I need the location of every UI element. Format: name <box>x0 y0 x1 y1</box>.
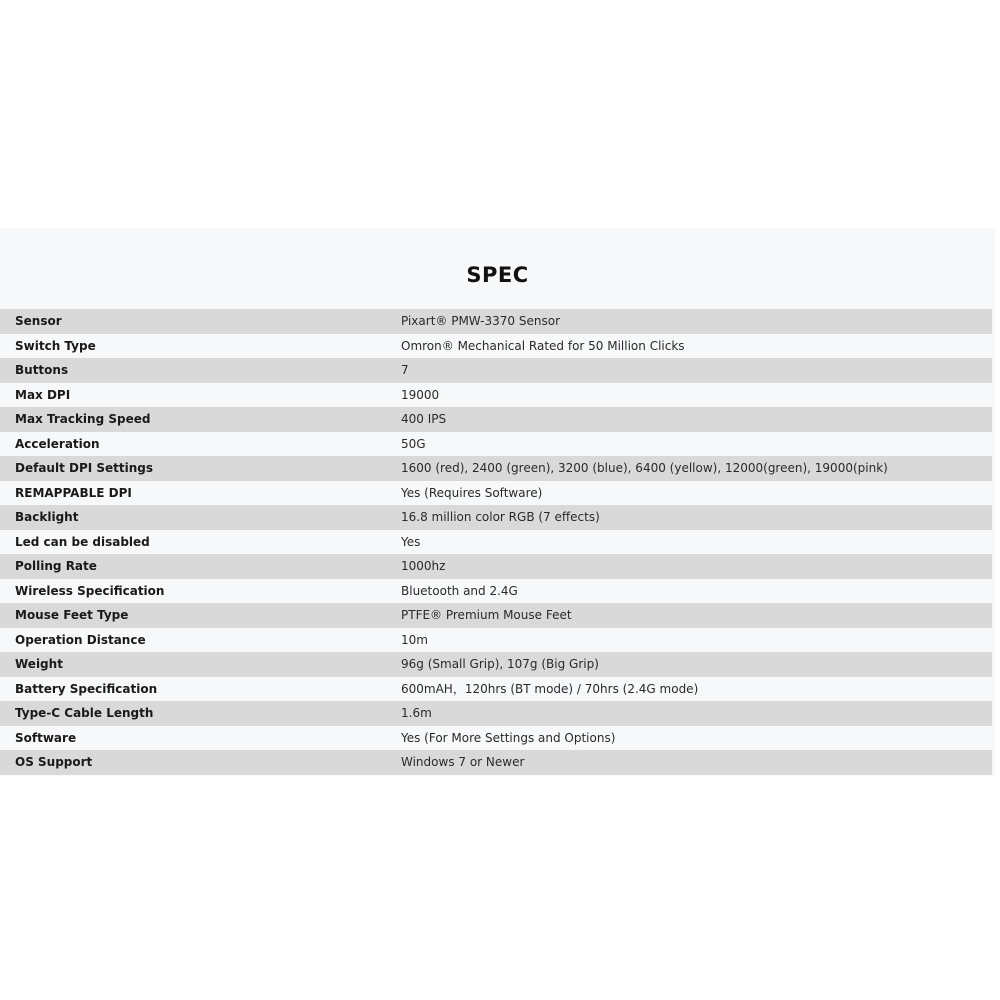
spec-row-remappable-dpi <box>0 481 992 506</box>
spec-label: Operation Distance <box>15 632 146 647</box>
spec-value: 400 IPS <box>401 412 447 427</box>
spec-value: Windows 7 or Newer <box>401 755 525 770</box>
spec-value: Bluetooth and 2.4G <box>401 583 518 598</box>
spec-label: Weight <box>15 657 63 672</box>
spec-row-buttons <box>0 358 992 383</box>
spec-label: Max Tracking Speed <box>15 412 151 427</box>
spec-value: Yes (For More Settings and Options) <box>401 730 616 745</box>
spec-label: Wireless Specification <box>15 583 165 598</box>
spec-label: Sensor <box>15 314 62 329</box>
spec-row-led-disable <box>0 530 992 555</box>
spec-row-weight <box>0 652 992 677</box>
spec-row-battery-specification <box>0 677 992 702</box>
spec-row-cable-length <box>0 701 992 726</box>
spec-table <box>0 309 992 775</box>
spec-value: Omron® Mechanical Rated for 50 Million Clicks <box>401 338 685 353</box>
spec-row-mouse-feet-type <box>0 603 992 628</box>
spec-value: PTFE® Premium Mouse Feet <box>401 608 572 623</box>
spec-value: 7 <box>401 363 409 378</box>
spec-value: 96g (Small Grip), 107g (Big Grip) <box>401 657 599 672</box>
spec-value: Yes (Requires Software) <box>401 485 543 500</box>
spec-row-polling-rate <box>0 554 992 579</box>
spec-label: Type-C Cable Length <box>15 706 154 721</box>
spec-value: 1.6m <box>401 706 432 721</box>
spec-value: 1000hz <box>401 559 446 574</box>
spec-value: Yes <box>401 534 421 549</box>
spec-label: Buttons <box>15 363 69 378</box>
spec-label: Mouse Feet Type <box>15 608 129 623</box>
spec-value: 10m <box>401 632 428 647</box>
spec-label: Switch Type <box>15 338 96 353</box>
spec-value: 50G <box>401 436 426 451</box>
spec-label: OS Support <box>15 755 93 770</box>
spec-value: 16.8 million color RGB (7 effects) <box>401 510 600 525</box>
spec-row-backlight <box>0 505 992 530</box>
spec-row-software <box>0 726 992 751</box>
spec-value: 600mAH，120hrs (BT mode) / 70hrs (2.4G mode) <box>401 682 699 697</box>
spec-label: Software <box>15 730 77 745</box>
spec-row-os-support <box>0 750 992 775</box>
spec-row-max-dpi <box>0 383 992 408</box>
spec-value: Pixart® PMW-3370 Sensor <box>401 314 560 329</box>
spec-row-default-dpi-settings <box>0 456 992 481</box>
spec-label: Max DPI <box>15 387 71 402</box>
spec-label: Battery Specification <box>15 681 158 696</box>
spec-row-switch-type <box>0 334 992 359</box>
spec-label: Default DPI Settings <box>15 461 154 476</box>
spec-row-max-tracking-speed <box>0 407 992 432</box>
spec-label: Led can be disabled <box>15 534 150 549</box>
spec-label: Backlight <box>15 510 79 525</box>
spec-value: 19000 <box>401 387 440 402</box>
spec-label: REMAPPABLE DPI <box>15 485 132 500</box>
spec-row-wireless-specification <box>0 579 992 604</box>
spec-label: Acceleration <box>15 436 100 451</box>
spec-value: 1600 (red), 2400 (green), 3200 (blue), 6400 (yellow), 12000(green), 19000(pink) <box>401 461 888 476</box>
spec-row-acceleration <box>0 432 992 457</box>
spec-title: SPEC <box>466 263 529 287</box>
spec-label: Polling Rate <box>15 559 97 574</box>
spec-row-operation-distance <box>0 628 992 653</box>
spec-row-sensor <box>0 309 992 334</box>
